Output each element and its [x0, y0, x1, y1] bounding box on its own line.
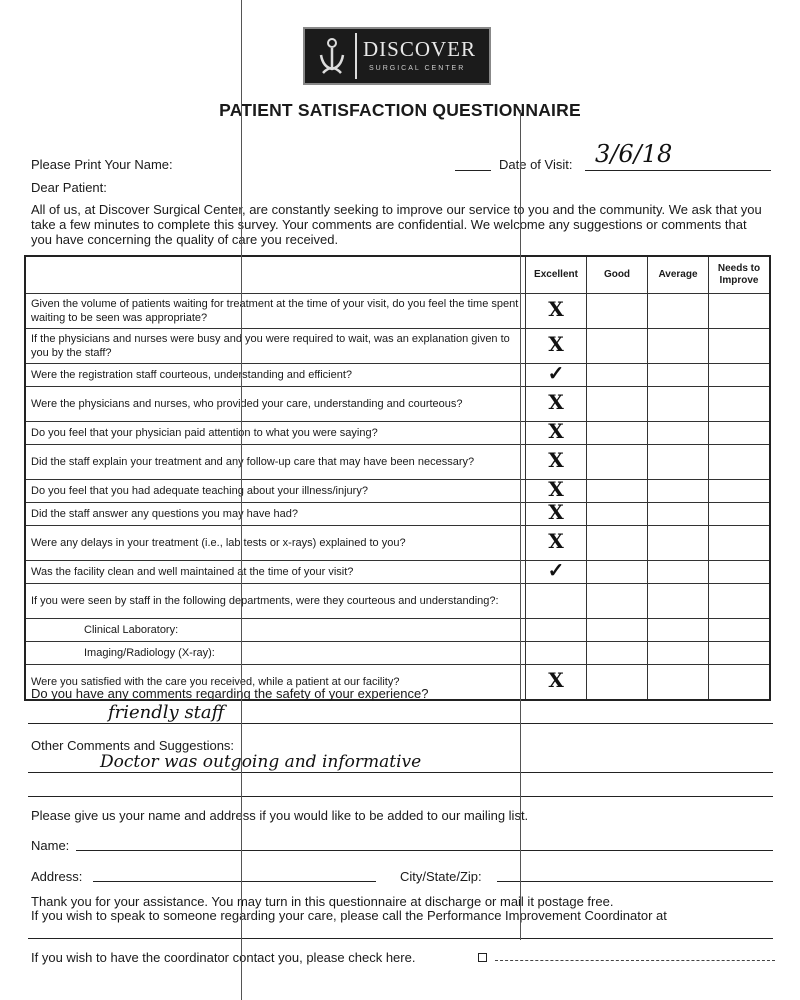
rating-cell-average[interactable] — [648, 561, 709, 584]
mailing-name-label: Name: — [31, 838, 70, 853]
rating-cell-excellent[interactable] — [526, 499, 587, 526]
safety-answer-line[interactable] — [28, 723, 773, 724]
scan-fold-line — [520, 110, 521, 940]
name-field[interactable] — [455, 170, 491, 171]
table-row — [25, 387, 770, 422]
rating-cell-needs-to-improve[interactable] — [709, 422, 771, 445]
handwritten-mark: X — [548, 296, 564, 321]
col-good: Good — [587, 256, 648, 294]
handwritten-mark: X — [548, 331, 564, 356]
satisfaction-table — [24, 255, 771, 701]
question-text: Given the volume of patients waiting for treatment at the time of your visit, do you feel the time spent waiting to be seen was appropriate? — [25, 294, 526, 329]
header-question-cell — [25, 256, 526, 294]
rating-cell-average[interactable] — [648, 480, 709, 503]
question-text: If the physicians and nurses were busy and you were required to wait, was an explanation given to you by the staff? — [25, 329, 526, 364]
rating-cell-excellent[interactable] — [526, 329, 587, 364]
thanks-line-1: Thank you for your assistance. You may turn in this questionnaire at discharge or mail it postage free. — [31, 894, 614, 909]
col-needs-improve: Needs to Improve — [709, 256, 771, 294]
rating-cell-excellent[interactable] — [526, 584, 587, 619]
table-header-row — [25, 256, 770, 294]
rating-cell-good[interactable] — [587, 329, 648, 364]
rating-cell-average[interactable] — [648, 503, 709, 526]
rating-cell-good[interactable] — [587, 294, 648, 329]
question-text: Imaging/Radiology (X-ray): — [25, 642, 526, 665]
logo — [303, 27, 491, 85]
mailing-city-field[interactable] — [497, 881, 773, 882]
question-text: Were you satisfied with the care you received, while a patient at our facility? — [25, 665, 526, 701]
question-text: Clinical Laboratory: — [25, 619, 526, 642]
rating-cell-needs-to-improve[interactable] — [709, 561, 771, 584]
rating-cell-needs-to-improve[interactable] — [709, 364, 771, 387]
table-row — [25, 445, 770, 480]
rating-cell-excellent[interactable] — [526, 387, 587, 422]
rating-cell-needs-to-improve[interactable] — [709, 619, 771, 642]
question-text: Did the staff explain your treatment and any follow-up care that may have been necessary? — [25, 445, 526, 480]
question-text: Do you feel that your physician paid attention to what you were saying? — [25, 422, 526, 445]
rating-cell-excellent[interactable] — [526, 445, 587, 480]
table-row — [25, 329, 770, 364]
rating-cell-excellent[interactable] — [526, 360, 587, 387]
rating-cell-average[interactable] — [648, 329, 709, 364]
greeting: Dear Patient: — [31, 180, 107, 195]
table-row — [25, 422, 770, 445]
rating-cell-average[interactable] — [648, 364, 709, 387]
rating-cell-needs-to-improve[interactable] — [709, 642, 771, 665]
col-excellent: Excellent — [526, 256, 587, 294]
rating-cell-average[interactable] — [648, 387, 709, 422]
rating-cell-good[interactable] — [587, 480, 648, 503]
coordinator-phone-line — [28, 938, 773, 939]
rating-cell-needs-to-improve[interactable] — [709, 445, 771, 480]
rating-cell-average[interactable] — [648, 294, 709, 329]
rating-cell-good[interactable] — [587, 387, 648, 422]
rating-cell-excellent[interactable] — [526, 665, 587, 701]
scan-fold-line — [241, 0, 242, 1000]
question-text: Was the facility clean and well maintained at the time of your visit? — [25, 561, 526, 584]
table-row — [25, 561, 770, 584]
other-comments-answer: Doctor was outgoing and informative — [100, 752, 422, 772]
mailing-city-label: City/State/Zip: — [400, 869, 482, 884]
handwritten-mark: X — [548, 418, 564, 443]
rating-cell-average[interactable] — [648, 619, 709, 642]
rating-cell-average[interactable] — [648, 526, 709, 561]
logo-emblem-icon — [309, 33, 357, 79]
table-row — [25, 364, 770, 387]
rating-cell-good[interactable] — [587, 584, 648, 619]
question-text: Were the registration staff courteous, understanding and efficient? — [25, 364, 526, 387]
question-text: Did the staff answer any questions you may have had? — [25, 503, 526, 526]
logo-name: DISCOVER — [363, 37, 477, 61]
name-label: Please Print Your Name: — [31, 157, 173, 172]
table-row — [25, 503, 770, 526]
rating-cell-needs-to-improve[interactable] — [709, 387, 771, 422]
col-average: Average — [648, 256, 709, 294]
table-row — [25, 584, 770, 619]
table-row — [25, 642, 770, 665]
safety-answer: friendly staff — [108, 702, 225, 723]
rating-cell-average[interactable] — [648, 584, 709, 619]
page-title: PATIENT SATISFACTION QUESTIONNAIRE — [219, 100, 581, 120]
rating-cell-average[interactable] — [648, 445, 709, 480]
rating-cell-needs-to-improve[interactable] — [709, 526, 771, 561]
mailing-prompt: Please give us your name and address if you would like to be added to our mailing list. — [31, 808, 529, 823]
handwritten-mark: X — [548, 447, 564, 472]
mailing-address-label: Address: — [31, 869, 83, 884]
rating-cell-excellent[interactable] — [526, 526, 587, 561]
rating-cell-excellent[interactable] — [526, 642, 587, 665]
handwritten-mark: X — [548, 476, 564, 501]
table-row — [25, 480, 770, 503]
intro-paragraph: All of us, at Discover Surgical Center, are constantly seeking to improve our service to you and the community. We ask that you take a few minutes to complete this survey. Your comments are confidential. We welcome any suggestions or comments that you have concerning the quality of care you received. — [31, 202, 762, 247]
rating-cell-needs-to-improve[interactable] — [709, 480, 771, 503]
table-row — [25, 619, 770, 642]
rating-cell-good[interactable] — [587, 526, 648, 561]
rating-cell-good[interactable] — [587, 619, 648, 642]
other-comments-line-2[interactable] — [28, 796, 773, 797]
question-text: If you were seen by staff in the following departments, were they courteous and understanding?: — [25, 584, 526, 619]
rating-cell-average[interactable] — [648, 642, 709, 665]
date-value: 3/6/18 — [595, 140, 673, 168]
table-row — [25, 526, 770, 561]
cut-line — [495, 960, 775, 961]
handwritten-mark: ✓ — [547, 360, 565, 385]
rating-cell-good[interactable] — [587, 561, 648, 584]
rating-cell-needs-to-improve[interactable] — [709, 584, 771, 619]
table-row — [25, 294, 770, 329]
mailing-name-field[interactable] — [76, 850, 773, 851]
rating-cell-needs-to-improve[interactable] — [709, 329, 771, 364]
question-text: Were the physicians and nurses, who provided your care, understanding and courteous? — [25, 387, 526, 422]
handwritten-mark: ✓ — [547, 557, 565, 582]
rating-cell-average[interactable] — [648, 422, 709, 445]
rating-cell-excellent[interactable] — [526, 619, 587, 642]
contact-label: If you wish to have the coordinator contact you, please check here. — [31, 950, 416, 965]
handwritten-mark: X — [548, 667, 564, 692]
other-comments-line-1[interactable] — [28, 772, 773, 773]
rating-cell-excellent[interactable] — [526, 418, 587, 445]
handwritten-mark: X — [548, 499, 564, 524]
contact-checkbox[interactable] — [478, 953, 487, 962]
mailing-address-field[interactable] — [93, 881, 376, 882]
rating-cell-excellent[interactable] — [526, 557, 587, 584]
date-field-line[interactable] — [585, 170, 771, 171]
logo-subtitle: SURGICAL CENTER — [369, 65, 466, 72]
rating-cell-good[interactable] — [587, 503, 648, 526]
rating-cell-needs-to-improve[interactable] — [709, 294, 771, 329]
thanks-line-2: If you wish to speak to someone regarding your care, please call the Performance Improvement Coordinator at — [31, 908, 667, 923]
question-text: Were any delays in your treatment (i.e., lab tests or x-rays) explained to you? — [25, 526, 526, 561]
rating-cell-good[interactable] — [587, 445, 648, 480]
handwritten-mark: X — [548, 389, 564, 414]
rating-cell-needs-to-improve[interactable] — [709, 665, 771, 701]
rating-cell-good[interactable] — [587, 642, 648, 665]
date-label: Date of Visit: — [499, 157, 573, 172]
rating-cell-average[interactable] — [648, 665, 709, 701]
handwritten-mark: X — [548, 528, 564, 553]
rating-cell-good[interactable] — [587, 665, 648, 701]
safety-question: Do you have any comments regarding the safety of your experience? — [31, 686, 429, 701]
rating-cell-excellent[interactable] — [526, 294, 587, 329]
question-text: Do you feel that you had adequate teaching about your illness/injury? — [25, 480, 526, 503]
rating-cell-needs-to-improve[interactable] — [709, 503, 771, 526]
other-comments-label: Other Comments and Suggestions: — [31, 738, 235, 753]
rating-cell-good[interactable] — [587, 364, 648, 387]
rating-cell-good[interactable] — [587, 422, 648, 445]
